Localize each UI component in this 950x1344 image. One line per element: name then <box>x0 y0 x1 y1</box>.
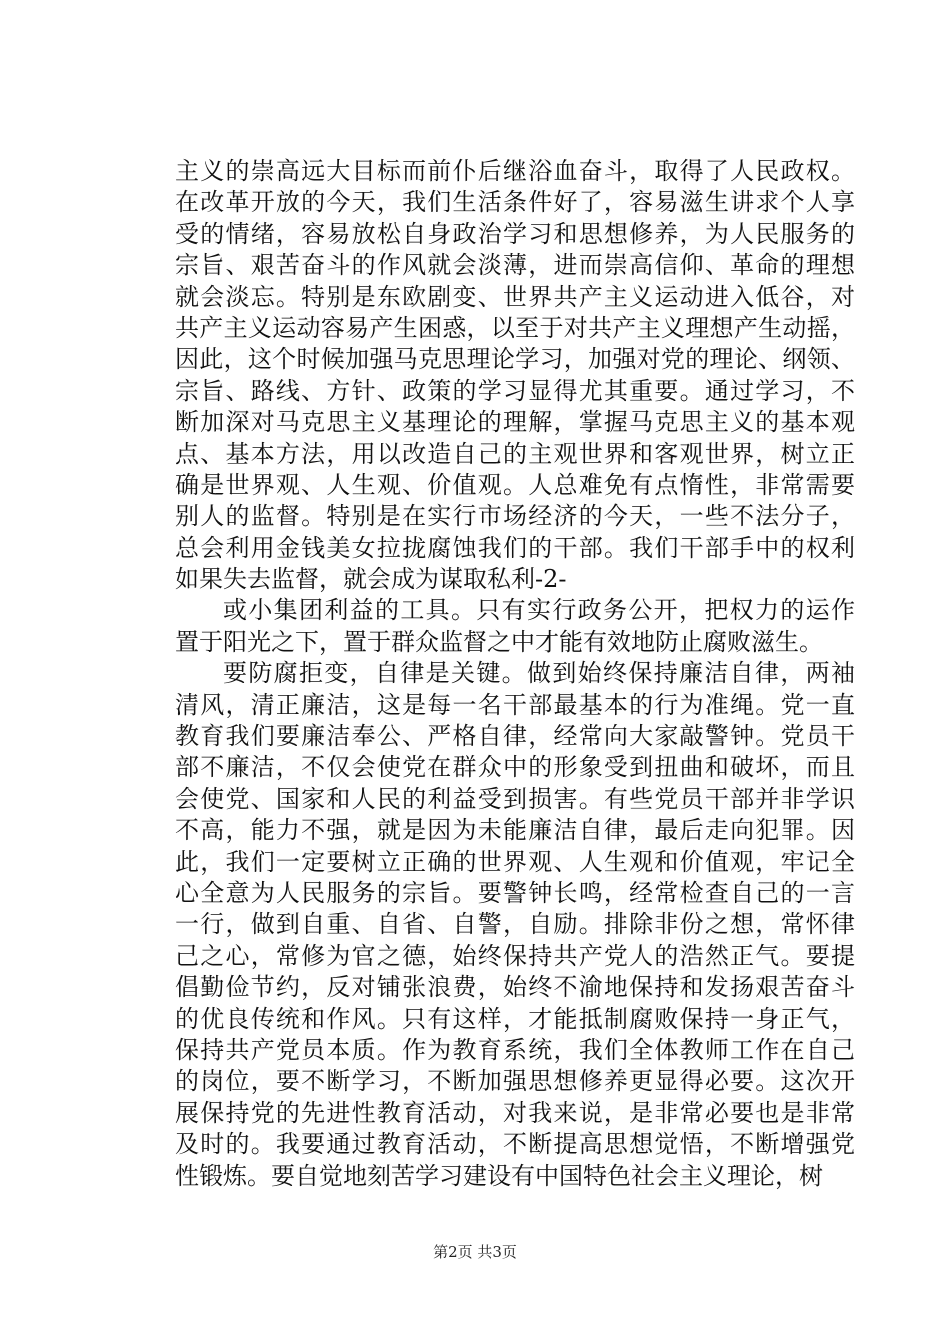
text-line: 宗旨、路线、方针、政策的学习显得尤其重要。通过学习，不 <box>175 376 855 405</box>
text-line: 置于阳光之下，置于群众监督之中才能有效地防止腐败滋生。 <box>175 627 823 656</box>
text-line: 别人的监督。特别是在实行市场经济的今天，一些不法分子， <box>175 502 855 531</box>
text-line: 及时的。我要通过教育活动，不断提高思想觉悟，不断增强党 <box>175 1130 855 1159</box>
text-line: 总会利用金钱美女拉拢腐蚀我们的干部。我们干部手中的权利 <box>175 533 855 562</box>
text-line: 的优良传统和作风。只有这样，才能抵制腐败保持一身正气， <box>175 1004 855 1033</box>
text-line: 性锻炼。要自觉地刻苦学习建设有中国特色社会主义理论，树 <box>175 1161 823 1190</box>
text-line: 主义的崇高远大目标而前仆后继浴血奋斗，取得了人民政权。 <box>175 157 855 185</box>
text-line: 清风，清正廉洁，这是每一名干部最基本的行为准绳。党一直 <box>175 690 855 719</box>
text-line: 共产主义运动容易产生困惑，以至于对共产主义理想产生动摇， <box>175 313 855 342</box>
text-line: 点、基本方法，用以改造自己的主观世界和客观世界，树立正 <box>175 439 855 468</box>
text-line: 要防腐拒变，自律是关键。做到始终保持廉洁自律，两袖 <box>223 659 855 688</box>
document-body <box>175 156 855 1192</box>
text-line: 断加深对马克思主义基理论的理解，掌握马克思主义的基本观 <box>175 408 855 437</box>
text-line: 己之心，常修为官之德，始终保持共产党人的浩然正气。要提 <box>175 941 855 970</box>
text-line: 就会淡忘。特别是东欧剧变、世界共产主义运动进入低谷，对 <box>175 282 855 311</box>
text-line: 不高，能力不强，就是因为未能廉洁自律，最后走向犯罪。因 <box>175 816 855 845</box>
text-line: 如果失去监督，就会成为谋取私利-2- <box>175 565 567 594</box>
text-line: 会使党、国家和人民的利益受到损害。有些党员干部并非学识 <box>175 784 855 813</box>
text-line: 确是世界观、人生观、价值观。人总难免有点惰性，非常需要 <box>175 470 855 499</box>
paragraph <box>175 156 855 595</box>
text-line: 一行，做到自重、自省、自警，自励。排除非份之想，常怀律 <box>175 910 855 939</box>
page-footer: 第2页 共3页 <box>433 1243 517 1261</box>
text-line: 倡勤俭节约，反对铺张浪费，始终不渝地保持和发扬艰苦奋斗 <box>175 973 855 1002</box>
text-line: 宗旨、艰苦奋斗的作风就会淡薄，进而崇高信仰、革命的理想 <box>175 251 855 280</box>
text-line: 展保持党的先进性教育活动，对我来说，是非常必要也是非常 <box>175 1098 855 1127</box>
text-line: 此，我们一定要树立正确的世界观、人生观和价值观，牢记全 <box>175 847 855 876</box>
text-line: 的岗位，要不断学习，不断加强思想修养更显得必要。这次开 <box>175 1067 855 1096</box>
paragraph <box>175 658 855 1192</box>
text-line: 在改革开放的今天，我们生活条件好了，容易滋生讲求个人享 <box>175 188 855 217</box>
text-line: 教育我们要廉洁奉公、严格自律，经常向大家敲警钟。党员干 <box>175 722 855 751</box>
text-line: 因此，这个时候加强马克思理论学习，加强对党的理论、纲领、 <box>175 345 855 374</box>
text-line: 保持共产党员本质。作为教育系统，我们全体教师工作在自己 <box>175 1035 855 1064</box>
text-line: 部不廉洁，不仅会使党在群众中的形象受到扭曲和破坏，而且 <box>175 753 855 782</box>
text-line: 或小集团利益的工具。只有实行政务公开，把权力的运作 <box>223 596 855 625</box>
paragraph <box>175 595 855 658</box>
text-line: 受的情绪，容易放松自身政治学习和思想修养，为人民服务的 <box>175 219 855 248</box>
text-line: 心全意为人民服务的宗旨。要警钟长鸣，经常检查自己的一言 <box>175 878 855 907</box>
